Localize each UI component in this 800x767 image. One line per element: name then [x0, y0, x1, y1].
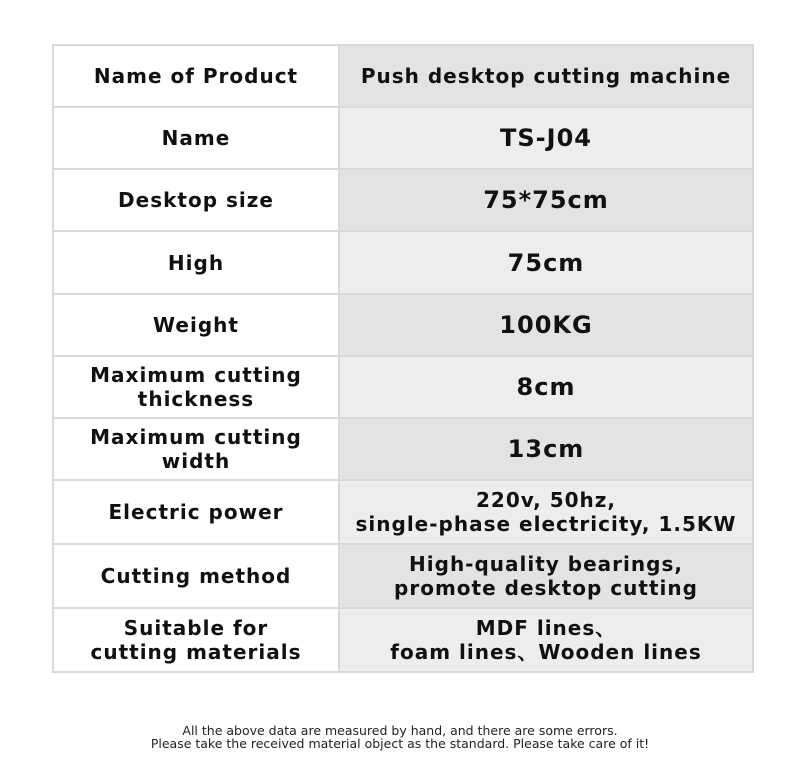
table-row: [53, 480, 753, 544]
spec-value-cutting-method: High-quality bearings, promote desktop cutting: [339, 544, 753, 608]
spec-value-high: 75cm: [339, 231, 753, 294]
table-row: [53, 544, 753, 608]
table-row: [53, 45, 753, 107]
spec-label-cutting-method: Cutting method: [53, 544, 339, 608]
disclaimer-line-1: All the above data are measured by hand, and there are some errors.: [182, 723, 618, 738]
spec-label-electric-power: Electric power: [53, 480, 339, 544]
spec-value-max-width: 13cm: [339, 418, 753, 480]
spec-value-product-name: Push desktop cutting machine: [339, 45, 753, 107]
spec-label-max-thickness: Maximum cutting thickness: [53, 356, 339, 418]
disclaimer-note: [0, 724, 800, 750]
spec-label-weight: Weight: [53, 294, 339, 356]
table-row: [53, 231, 753, 294]
spec-value-electric-power: 220v, 50hz, single-phase electricity, 1.5KW: [339, 480, 753, 544]
table-row: [53, 356, 753, 418]
table-row: [53, 169, 753, 231]
spec-label-product-name: Name of Product: [53, 45, 339, 107]
table-row: [53, 107, 753, 169]
disclaimer-line-2: Please take the received material object as the standard. Please take care of it!: [150, 736, 650, 751]
spec-value-desktop-size: 75*75cm: [339, 169, 753, 231]
spec-label-max-width: Maximum cutting width: [53, 418, 339, 480]
spec-value-weight: 100KG: [339, 294, 753, 356]
spec-label-name: Name: [53, 107, 339, 169]
spec-label-high: High: [53, 231, 339, 294]
table-row: [53, 294, 753, 356]
spec-value-materials: MDF lines、 foam lines、Wooden lines: [339, 608, 753, 672]
spec-value-max-thickness: 8cm: [339, 356, 753, 418]
spec-label-desktop-size: Desktop size: [53, 169, 339, 231]
table-row: [53, 608, 753, 672]
spec-label-materials: Suitable for cutting materials: [53, 608, 339, 672]
table-row: [53, 418, 753, 480]
product-spec-table: [52, 44, 754, 673]
spec-value-name: TS-J04: [339, 107, 753, 169]
